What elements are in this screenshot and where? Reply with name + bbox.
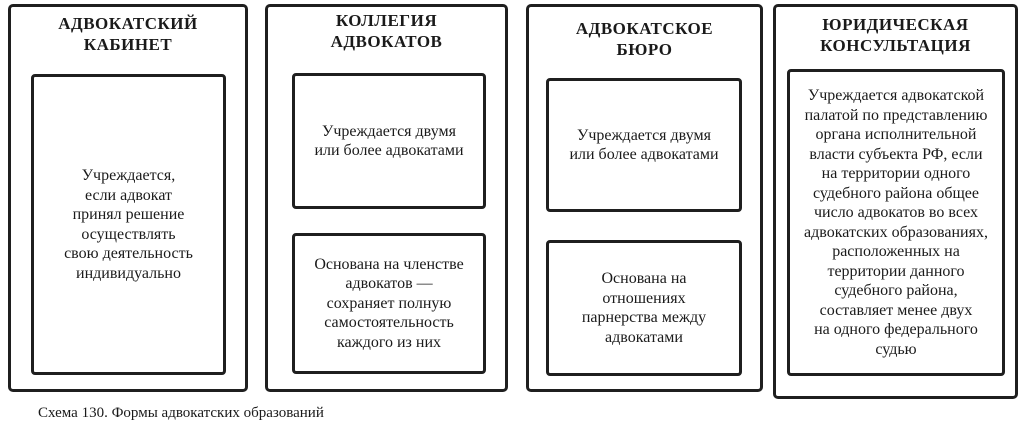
basis-box	[546, 240, 742, 376]
column-title: АДВОКАТСКОЕ БЮРО	[575, 19, 714, 59]
basis-box	[292, 233, 486, 374]
description-box	[787, 69, 1005, 376]
founding-text: Учреждается двумя или более адвокатами	[314, 122, 464, 159]
figure-caption: Схема 130. Формы адвокатских образований	[38, 405, 324, 421]
column-title: ЮРИДИЧЕСКАЯ КОНСУЛЬТАЦИЯ	[820, 15, 971, 55]
column-title: АДВОКАТСКИЙ КАБИНЕТ	[58, 14, 198, 54]
description-text: Учреждается, если адвокат принял решение осуществлять свою деятельность индивидуально	[64, 167, 193, 282]
column-lawyer-office	[8, 4, 248, 392]
column-legal-consultation	[773, 4, 1018, 399]
column-title: КОЛЛЕГИЯ АДВОКАТОВ	[330, 11, 443, 51]
column-bar-association	[265, 4, 508, 392]
basis-text: Основана на отношениях парнерства между адвокатами	[581, 270, 707, 346]
basis-text: Основана на членстве адвокатов — сохраняет полную самостоятельность каждого из них	[314, 255, 464, 351]
column-law-bureau	[526, 4, 763, 392]
founding-box	[546, 78, 742, 212]
founding-box	[292, 73, 486, 209]
description-text: Учреждается адвокатской палатой по представлению органа исполнительной власти субъекта РФ, если на территории одного судебного района общее число адвокатов во всех адвокатских образованиях, расположенных на территории данного судебного района, составляет менее двух на одного федерального судью	[804, 87, 988, 358]
description-box	[31, 74, 226, 375]
founding-text: Учреждается двумя или более адвокатами	[569, 126, 719, 163]
